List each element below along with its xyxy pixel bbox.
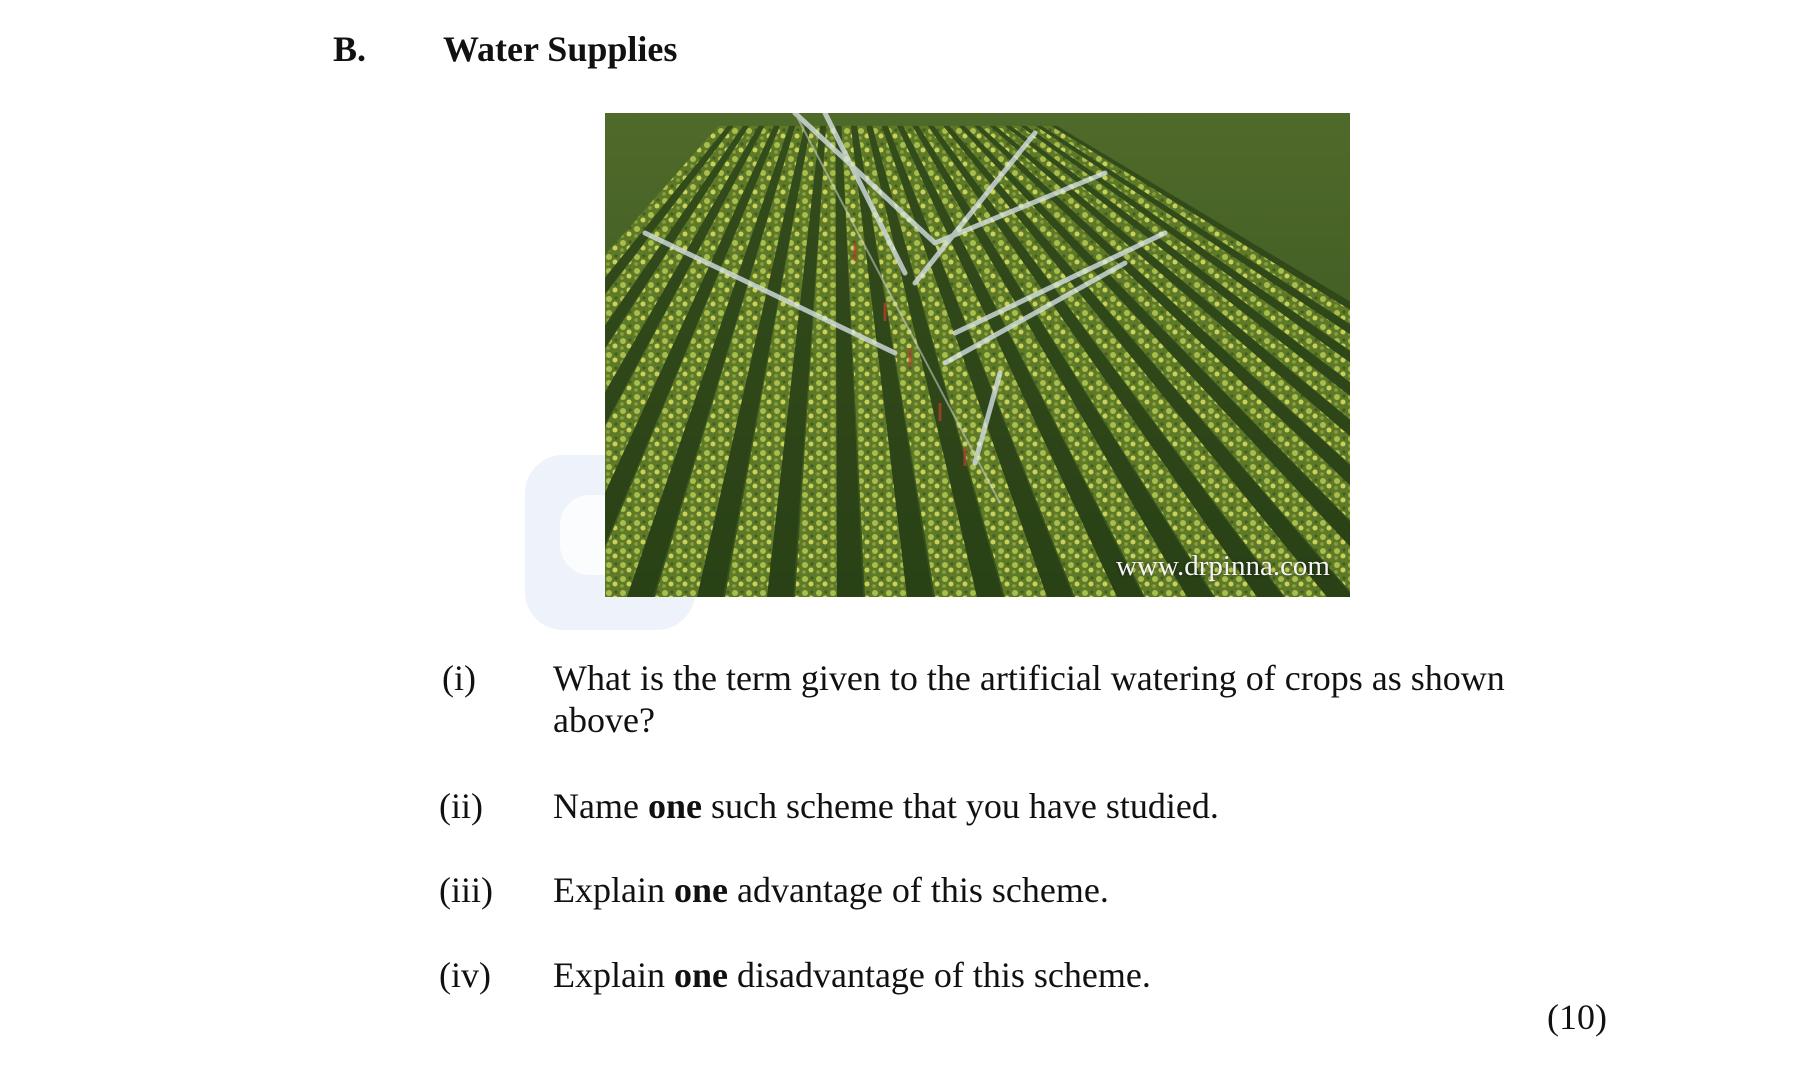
question-text-iv-after: disadvantage of this scheme. — [727, 955, 1151, 995]
question-number-iv: (iv) — [439, 955, 491, 995]
question-text-iii-before: Explain — [553, 870, 674, 910]
question-text-iii — [553, 869, 1553, 911]
question-text-iv-before: Explain — [553, 955, 674, 995]
photo-credit: www.drpinna.com — [1116, 550, 1330, 582]
question-text-ii — [553, 785, 1553, 827]
question-text-ii-bold: one — [647, 786, 702, 826]
question-text-ii-after: such scheme that you have studied. — [701, 786, 1219, 826]
section-title: Water Supplies — [443, 29, 678, 69]
question-text-iv — [553, 954, 1553, 996]
question-text-i-before: What is the term given to the artificial watering of crops as shown above? — [553, 658, 1505, 740]
question-text-i — [553, 657, 1553, 741]
irrigation-photo — [605, 113, 1350, 597]
question-number-i: (i) — [442, 658, 476, 698]
total-marks: (10) — [1547, 997, 1607, 1037]
question-text-iii-bold: one — [673, 870, 728, 910]
question-text-ii-before: Name — [553, 786, 648, 826]
question-number-iii: (iii) — [439, 870, 493, 910]
question-text-iii-after: advantage of this scheme. — [727, 870, 1109, 910]
question-number-ii: (ii) — [439, 786, 483, 826]
crop-field-illustration — [605, 113, 1350, 597]
question-text-iv-bold: one — [673, 955, 728, 995]
section-letter: B. — [333, 29, 367, 69]
